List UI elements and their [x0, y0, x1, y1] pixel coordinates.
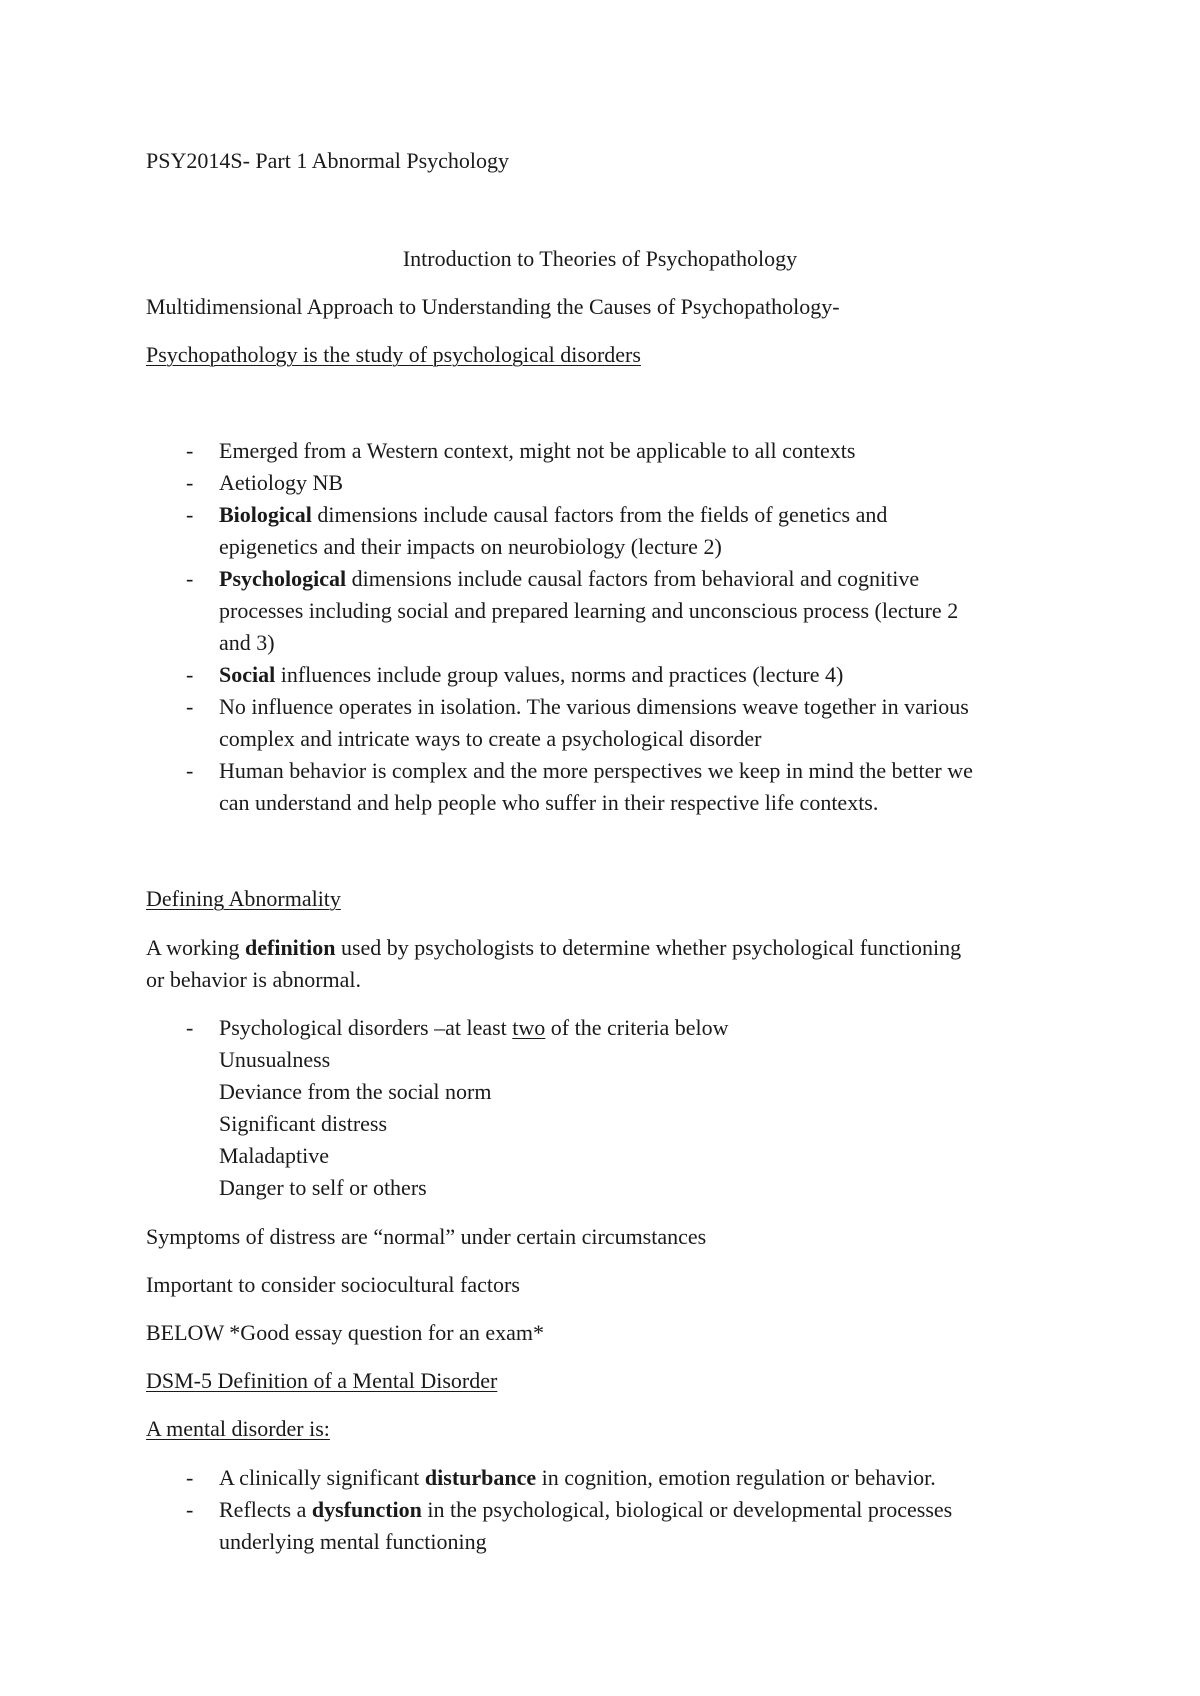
bullet-text-continued: epigenetics and their impacts on neurobiology (lecture 2)	[219, 534, 722, 559]
note-distress: Symptoms of distress are “normal” under certain circumstances	[146, 1224, 707, 1249]
bullet-text: Human behavior is complex and the more perspectives we keep in mind the better we	[219, 758, 973, 783]
bullet-dash: -	[186, 1497, 194, 1522]
bullet-dash: -	[186, 438, 194, 463]
bullet-dash: -	[186, 662, 194, 687]
abnormality-intro: A working definition used by psychologists to determine whether psychological functioning	[146, 935, 962, 960]
abnormality-intro-continued: or behavior is abnormal.	[146, 967, 362, 992]
bullet-text: Emerged from a Western context, might not be applicable to all contexts	[219, 438, 856, 463]
criterion-item: Maladaptive	[219, 1143, 329, 1168]
bullet-text-continued: and 3)	[219, 630, 275, 655]
bullet-text: Biological dimensions include causal factors from the fields of genetics and	[219, 502, 888, 527]
section2-heading: Defining Abnormality	[146, 886, 341, 911]
dysfunction-bold-term: dysfunction	[311, 1497, 422, 1522]
bullet-text: Reflects a dysfunction in the psychological, biological or developmental processes	[219, 1497, 953, 1522]
definition-bold-term: definition	[245, 935, 336, 960]
bullet-text: A clinically significant disturbance in cognition, emotion regulation or behavior.	[219, 1465, 936, 1490]
bullet-text: Psychological dimensions include causal factors from behavioral and cognitive	[219, 566, 920, 591]
criterion-item: Deviance from the social norm	[219, 1079, 492, 1104]
bullet-dash: -	[186, 694, 194, 719]
bullet-dash: -	[186, 758, 194, 783]
bullet-text: Social influences include group values, norms and practices (lecture 4)	[219, 662, 844, 687]
section3-subheading: A mental disorder is:	[146, 1416, 330, 1441]
criteria-lead: Psychological disorders –at least two of the criteria below	[219, 1015, 729, 1040]
disturbance-bold-term: disturbance	[424, 1465, 537, 1490]
criterion-item: Danger to self or others	[219, 1175, 427, 1200]
psychopathology-definition: Psychopathology is the study of psychological disorders	[146, 342, 641, 367]
bullet-dash: -	[186, 1465, 194, 1490]
criterion-item: Unusualness	[219, 1047, 331, 1072]
bullet-dash: -	[186, 566, 194, 591]
course-title: PSY2014S- Part 1 Abnormal Psychology	[146, 148, 510, 173]
bullet-text-continued: underlying mental functioning	[219, 1529, 487, 1554]
bullet-bold-term: Biological	[219, 502, 312, 527]
section3-heading: DSM-5 Definition of a Mental Disorder	[146, 1368, 498, 1393]
bullet-text: Aetiology NB	[219, 470, 344, 495]
lecture-title: Introduction to Theories of Psychopathology	[402, 246, 798, 271]
bullet-text-continued: complex and intricate ways to create a psychological disorder	[219, 726, 762, 751]
note-essay-question: BELOW *Good essay question for an exam*	[146, 1320, 544, 1345]
bullet-dash: -	[186, 1015, 194, 1040]
bullet-text-continued: can understand and help people who suffer in their respective life contexts.	[219, 790, 879, 815]
note-sociocultural: Important to consider sociocultural factors	[146, 1272, 520, 1297]
bullet-dash: -	[186, 502, 194, 527]
bullet-bold-term: Social	[219, 662, 276, 687]
bullet-text-continued: processes including social and prepared learning and unconscious process (lecture 2	[219, 598, 959, 623]
section1-heading: Multidimensional Approach to Understanding the Causes of Psychopathology-	[146, 294, 840, 319]
bullet-bold-term: Psychological	[219, 566, 347, 591]
criterion-item: Significant distress	[219, 1111, 388, 1136]
emphasis-underlined: two	[512, 1015, 546, 1040]
bullet-text: No influence operates in isolation. The various dimensions weave together in various	[219, 694, 969, 719]
bullet-dash: -	[186, 470, 194, 495]
